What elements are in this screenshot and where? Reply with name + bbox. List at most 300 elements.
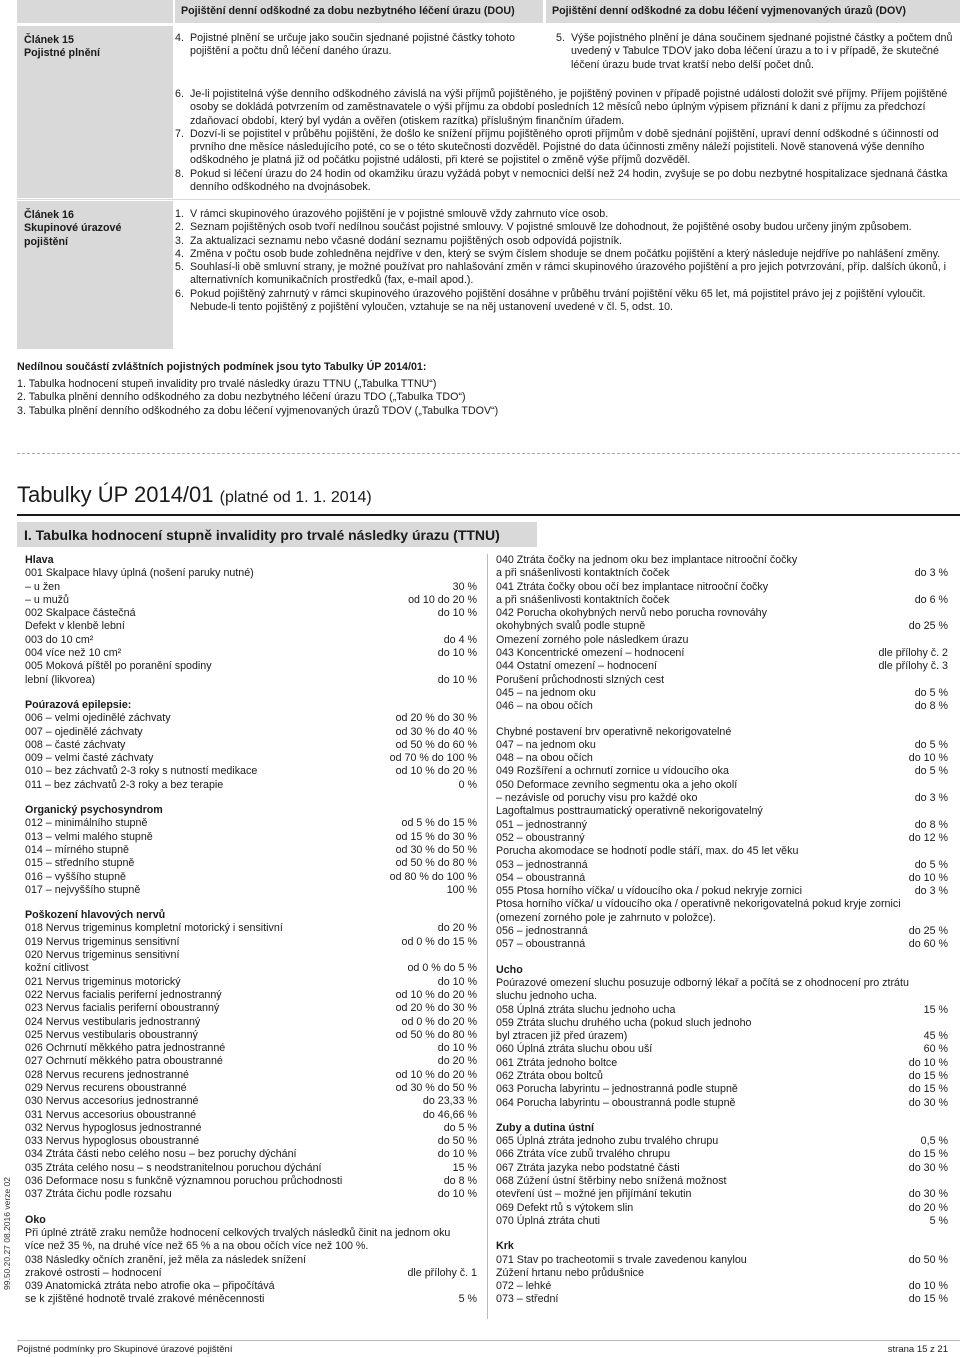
group-heading: Hlava — [25, 554, 54, 566]
row-description: – u žen — [25, 580, 61, 593]
item-text: Souhlasí-li obě smluvní strany, je možné používat pro nahlašování změn v rámci skupinového úrazového pojištění a pro jejich potvrzování, příp. dalších úkonů, i alternativních komunikačních prostředků (fax, e-mail apod.). — [190, 261, 947, 287]
row-description: 069 Defekt rtů s výtokem slin — [496, 1201, 634, 1214]
row-value: do 30 % — [908, 1161, 948, 1174]
row-value: do 10 % — [908, 1280, 948, 1293]
divider — [17, 199, 960, 200]
row-value: do 20 % — [437, 922, 477, 935]
row-description: 004 více než 10 cm² — [25, 647, 122, 660]
row-value: do 30 % — [908, 1096, 948, 1109]
row-description: 046 – na obou očích — [496, 700, 593, 713]
table-row — [496, 819, 948, 832]
item-number: 7. — [175, 127, 184, 140]
row-description: 022 Nervus facialis periferní jednostranný — [25, 988, 222, 1001]
list-item — [175, 248, 960, 261]
table-row — [25, 922, 477, 935]
article-16-items — [175, 208, 960, 314]
row-value: do 46,66 % — [422, 1108, 477, 1121]
table-row — [496, 832, 948, 845]
row-value: do 10 % — [908, 752, 948, 765]
row-description: 068 Zúžení ústní štěrbiny nebo snížená možnost — [496, 1175, 727, 1188]
row-value: do 6 % — [914, 593, 948, 606]
item-number: 5. — [175, 261, 184, 274]
row-value: do 10 % — [437, 607, 477, 620]
group-gap — [496, 952, 948, 964]
table-row — [496, 1004, 948, 1017]
table-row — [496, 925, 948, 938]
table-row — [496, 1293, 948, 1306]
row-description: 047 – na jednom oku — [496, 738, 596, 751]
row-description: 042 Porucha okohybných nervů nebo porucha rovnováhy — [496, 607, 767, 620]
row-value: do 10 % — [908, 1056, 948, 1069]
row-description: 055 Ptosa horního víčka/ u vídoucího oka / pokud nekryje zornici — [496, 885, 802, 898]
ttnu-right-column — [496, 554, 948, 1307]
row-description: 015 – středního stupně — [25, 857, 135, 870]
table-row — [25, 1016, 477, 1029]
row-description: 048 – na obou očích — [496, 752, 593, 765]
row-value: do 10 % — [437, 1042, 477, 1055]
row-value: od 10 % do 20 % — [395, 988, 477, 1001]
table-row — [496, 1057, 948, 1070]
row-value: od 0 % do 20 % — [401, 1015, 477, 1028]
tables-title-main: Tabulky ÚP 2014/01 — [17, 482, 214, 507]
table-row — [25, 1227, 477, 1254]
table-row — [25, 567, 477, 580]
annex-item: 3. Tabulka plnění denního odškodného za dobu léčení vyjmenovaných úrazů TDOV („Tabulka TDOV“) — [17, 404, 499, 417]
item-text: Výše pojistného plnění je dána součinem sjednané pojistné částky a počtem dnů uvedený v Tabulce TDOV jako doba léčení úrazu a to i v případě, že skutečné léčení úrazu bude trvat kratší nebo delší počet dnů. — [571, 32, 953, 71]
row-description: 052 – oboustranný — [496, 831, 585, 844]
group-heading: Ucho — [496, 963, 523, 976]
group-gap — [25, 687, 477, 699]
list-item — [175, 128, 960, 168]
table-row — [496, 674, 948, 687]
list-item — [175, 261, 960, 288]
table-row — [496, 607, 948, 620]
row-value — [942, 1017, 948, 1030]
item-number: 1. — [175, 208, 184, 220]
table-row — [496, 1017, 948, 1030]
table-row — [496, 977, 948, 1004]
row-description: Defekt v klenbě lební — [25, 620, 125, 633]
list-item — [175, 168, 960, 195]
item-text: Pojistné plnění se určuje jako součin sjednané pojistné částky tohoto pojištění a počtu dnů léčení daného úrazu. — [190, 32, 515, 58]
table-row — [25, 1109, 477, 1122]
row-description: 067 Ztráta jazyka nebo podstatné části — [496, 1161, 680, 1174]
table-row — [496, 687, 948, 700]
row-description: – u mužů — [25, 593, 69, 606]
row-description: 034 Ztráta části nebo celého nosu – bez poruchy dýchání — [25, 1148, 297, 1161]
row-value — [471, 1280, 477, 1293]
row-value: do 10 % — [908, 871, 948, 884]
row-value — [471, 660, 477, 673]
row-value — [942, 554, 948, 567]
row-description: Při úplné ztrátě zraku nemůže hodnocení celkových trvalých následků činit na jednom oku více než 35 %, na druhé více než 65 % a na obou očích více než 100 %. — [25, 1226, 451, 1253]
row-value: 15 % — [923, 1003, 948, 1016]
table-row — [25, 594, 477, 607]
table-row — [25, 634, 477, 647]
section-title: I. Tabulka hodnocení stupně invalidity pro trvalé následky úrazu (TTNU) — [17, 522, 537, 547]
item-text: Pokud pojištěný zahrnutý v rámci skupinového úrazového pojištění dosáhne v průběhu trvání pojištění věku 65 let, má pojistitel právo jej z pojištění vyloučit. Nebude-li tento pojištěný z pojištění vyloučen, vztahuje se na něj ustanovení uvedené v čl. 5, odst. 10. — [190, 287, 926, 314]
table-row — [496, 859, 948, 872]
row-value: od 10 % do 20 % — [395, 1068, 477, 1081]
row-description: otevření úst – možné jen přijímání tekutin — [496, 1188, 692, 1201]
table-row — [496, 581, 948, 594]
row-value: 60 % — [923, 1043, 948, 1056]
row-value: 5 % — [458, 1293, 477, 1306]
row-value — [471, 567, 477, 580]
title-rule — [17, 514, 960, 516]
table-row — [496, 739, 948, 752]
row-description: se k zjištěné hodnotě trvalé zrakové méněcennosti — [25, 1293, 265, 1306]
table-row — [496, 1097, 948, 1110]
table-row — [25, 674, 477, 687]
row-value: od 10 % do 20 % — [395, 765, 477, 778]
group-heading: Zuby a dutina ústní — [496, 1121, 594, 1134]
item-number: 6. — [175, 88, 184, 100]
row-description: 023 Nervus facialis periferní oboustranný — [25, 1002, 220, 1015]
row-value: do 10 % — [437, 647, 477, 660]
table-row — [25, 936, 477, 949]
row-description: 049 Rozšíření a ochrnutí zornice u vídoucího oka — [496, 765, 729, 778]
row-description: 027 Ochrnutí měkkého patra oboustranné — [25, 1055, 223, 1068]
row-description: 029 Nervus recurens oboustranné — [25, 1081, 187, 1094]
table-row — [496, 634, 948, 647]
item-text: Za aktualizaci seznamu nebo včasné dodání seznamu pojištěných osob odpovídá pojistník. — [190, 234, 622, 247]
table-row — [496, 1135, 948, 1148]
table-row — [25, 647, 477, 660]
row-value: do 15 % — [908, 1293, 948, 1306]
column-divider — [487, 554, 488, 1319]
row-value: 15 % — [452, 1161, 477, 1174]
row-description: 043 Koncentrické omezení – hodnocení — [496, 647, 685, 660]
row-value: 0 % — [458, 778, 477, 791]
table-row — [25, 1069, 477, 1082]
group-heading: Poúrazová epilepsie: — [25, 698, 132, 711]
group-gap — [25, 897, 477, 909]
table-row — [496, 567, 948, 580]
row-value: od 20 % do 30 % — [395, 712, 477, 725]
row-description: 040 Ztráta čočky na jednom oku bez implantace nitrooční čočky — [496, 554, 798, 566]
header-empty-cell — [17, 0, 173, 23]
footer-title: Pojistné podmínky pro Skupinové úrazové pojištění — [17, 1344, 233, 1355]
header-dov: Pojištění denní odškodné za dobu léčení vyjmenovaných úrazů (DOV) — [546, 0, 960, 23]
row-value — [942, 607, 948, 620]
ttnu-left-column — [25, 554, 477, 1307]
row-description: Omezení zorného pole následkem úrazu — [496, 633, 689, 646]
table-row — [496, 726, 948, 739]
article-16-title: Článek 16 — [24, 209, 74, 221]
tables-title-validity: (platné od 1. 1. 2014) — [219, 489, 372, 506]
row-value: do 5 % — [914, 858, 948, 871]
row-value — [942, 779, 948, 792]
row-description: 024 Nervus vestibularis jednostranný — [25, 1015, 201, 1028]
table-row — [25, 1280, 477, 1293]
article-15-items — [175, 88, 960, 194]
table-row — [25, 1095, 477, 1108]
table-row — [496, 594, 948, 607]
item-number: 6. — [175, 287, 184, 300]
item-text: V rámci skupinového úrazového pojištění je v pojistné smlouvě vždy zahrnuto více osob. — [190, 208, 609, 220]
list-item — [175, 288, 960, 315]
row-description: Porucha akomodace se hodnotí podle stáří, max. do 45 let věku — [496, 845, 799, 858]
table-row — [25, 1135, 477, 1148]
row-value: 30 % — [452, 580, 477, 593]
group-heading: Poškození hlavových nervů — [25, 909, 166, 922]
row-description: 057 – oboustranná — [496, 938, 586, 951]
row-description: 016 – vyššího stupně — [25, 870, 127, 883]
row-value: do 3 % — [914, 885, 948, 898]
table-row — [25, 1029, 477, 1042]
row-description: 058 Úplná ztráta sluchu jednoho ucha — [496, 1003, 676, 1016]
annex-title: Nedílnou součástí zvláštních pojistných podmínek jsou tyto Tabulky ÚP 2014/01: — [17, 361, 427, 373]
item-text: Pokud si léčení úrazu do 24 hodin od okamžiku úrazu vyžádá pobyt v nemocnici delší než 24 hodin, zvyšuje se po dobu nezbytné hospitalizace sjednaná částka denního odškodného na dvojnásobek. — [190, 167, 948, 194]
row-value: do 25 % — [908, 925, 948, 938]
row-value — [942, 581, 948, 594]
table-row — [25, 739, 477, 752]
row-value: do 5 % — [914, 738, 948, 751]
row-description: 062 Ztráta obou boltců — [496, 1069, 603, 1082]
table-row — [25, 726, 477, 739]
table-row — [496, 872, 948, 885]
row-description: 065 Úplná ztráta jednoho zubu trvalého chrupu — [496, 1135, 719, 1148]
table-row — [496, 792, 948, 805]
article-16-label — [17, 201, 173, 349]
row-description: – nezávisle od poruchy visu pro každé oko — [496, 792, 698, 805]
row-description: 059 Ztráta sluchu druhého ucha (pokud sluch jednoho — [496, 1016, 752, 1029]
row-value: 100 % — [446, 883, 477, 896]
row-value — [942, 898, 948, 925]
row-value: do 30 % — [908, 1188, 948, 1201]
footer-rule — [17, 1340, 960, 1341]
row-value: od 15 % do 30 % — [395, 830, 477, 843]
page-cut-line — [17, 453, 960, 454]
tables-title — [17, 482, 372, 511]
table-row — [496, 1030, 948, 1043]
row-description: 032 Nervus hypoglosus jednostranné — [25, 1121, 202, 1134]
table-row — [25, 1122, 477, 1135]
row-description: 066 Ztráta více zubů trvalého chrupu — [496, 1148, 671, 1161]
row-description: 010 – bez záchvatů 2-3 roky s nutností medikace — [25, 765, 258, 778]
group-heading: Organický psychosyndrom — [25, 804, 163, 817]
group-gap — [25, 792, 477, 804]
table-row — [496, 1083, 948, 1096]
table-row — [496, 845, 948, 858]
table-row — [496, 1162, 948, 1175]
table-row — [25, 831, 477, 844]
annex-item: 1. Tabulka hodnocení stupeň invalidity pro trvalé následky úrazu TTNU („Tabulka TTNU“) — [17, 378, 437, 390]
row-description: 017 – nejvyššího stupně — [25, 883, 141, 896]
row-description: 019 Nervus trigeminus sensitivní — [25, 935, 180, 948]
row-description: Poúrazové omezení sluchu posuzuje odborný lékař a počítá se z ohodnocení pro ztrátu sluchu jednoho ucha. — [496, 976, 909, 1003]
table-row — [496, 554, 948, 567]
table-row — [496, 898, 948, 925]
row-value — [942, 674, 948, 687]
item-number: 3. — [175, 234, 184, 247]
row-value: do 20 % — [908, 1201, 948, 1214]
row-value: do 15 % — [908, 1148, 948, 1161]
row-description: 050 Deformace zevního segmentu oka a jeho okolí — [496, 778, 738, 791]
row-description: 039 Anatomická ztráta nebo atrofie oka – připočítává — [25, 1280, 275, 1293]
table-row — [496, 1188, 948, 1201]
table-row — [25, 1042, 477, 1055]
item-text: Seznam pojištěných osob tvoří nedílnou součást pojistné smlouvy. V pojistné smlouvě lze dohodnout, že pojištěné osoby budou určeny jiným způsobem. — [190, 221, 912, 234]
table-row — [25, 844, 477, 857]
row-description: Ptosa horního víčka/ u vídoucího oka / operativně nekorigovatelná pokud kryje zornici (omezení zorného pole je zahrnuto v položce). — [496, 898, 901, 924]
row-value: do 10 % — [437, 1188, 477, 1201]
item-text: Dozví-li se pojistitel v průběhu pojištění, že došlo ke snížení příjmu pojištěného oproti příjmům v době sjednání pojištění, upraví denní odškodné s účinností od prvního dne měsíce následujícího poté, co se o této skutečnosti dozvěděl. Pojistné do data účinnosti změny náleží pojistiteli. Nově stanovená výše denního odškodného je platná již od počátku pojistné události, při které se pojistitel o změně výše příjmů dozvěděl. — [190, 127, 939, 167]
table-row — [496, 1148, 948, 1161]
row-description: Chybné postavení brv operativně nekorigovatelné — [496, 725, 732, 738]
table-row — [25, 817, 477, 830]
table-row — [496, 779, 948, 792]
row-value — [942, 634, 948, 647]
table-row — [496, 660, 948, 673]
row-description: zrakové ostrosti – hodnocení — [25, 1266, 162, 1279]
row-value: do 10 % — [437, 975, 477, 988]
table-row — [496, 1267, 948, 1280]
row-description: 044 Ostatní omezení – hodnocení — [496, 660, 658, 673]
row-description: Zúžení hrtanu nebo průdušnice — [496, 1266, 644, 1279]
table-row — [496, 765, 948, 778]
row-description: a při snášenlivosti kontaktních čoček — [496, 593, 670, 606]
row-value: od 80 % do 100 % — [389, 870, 477, 883]
row-description: 006 – velmi ojedinělé záchvaty — [25, 712, 171, 725]
annex-list — [17, 378, 917, 418]
item-number: 8. — [175, 167, 184, 180]
row-value: od 30 % do 50 % — [395, 843, 477, 856]
row-description: 012 – minimálního stupně — [25, 817, 148, 830]
row-description: 073 – střední — [496, 1293, 559, 1306]
document-code — [1, 1160, 15, 1290]
row-description: a při snášenlivosti kontaktních čoček — [496, 567, 670, 580]
row-value: dle přílohy č. 1 — [407, 1266, 477, 1279]
row-value: od 30 % do 50 % — [395, 1081, 477, 1094]
table-row — [25, 1002, 477, 1015]
row-value: do 10 % — [437, 673, 477, 686]
row-value: do 4 % — [443, 633, 477, 646]
item-number: 2. — [175, 221, 184, 234]
page-number: strana 15 z 21 — [887, 1344, 948, 1355]
row-value: dle přílohy č. 3 — [878, 660, 948, 673]
row-description: 063 Porucha labyrintu – jednostranná podle stupně — [496, 1083, 738, 1096]
row-value: do 8 % — [443, 1175, 477, 1188]
row-value — [471, 620, 477, 633]
table-row — [496, 1254, 948, 1267]
article-16-subtitle: Skupinové úrazové pojištění — [24, 222, 122, 248]
row-value: od 0 % do 15 % — [401, 935, 477, 948]
row-description: Lagoftalmus posttraumatický operativně nekorigovatelný — [496, 805, 763, 818]
group-gap — [25, 1202, 477, 1214]
row-description: 005 Moková píštěl po poranění spodiny — [25, 660, 212, 673]
row-value: 5 % — [929, 1214, 948, 1227]
item-number: 4. — [175, 247, 184, 260]
table-row — [496, 1043, 948, 1056]
row-value: do 10 % — [437, 1148, 477, 1161]
article-15-item-4 — [175, 32, 543, 59]
table-row — [25, 884, 477, 897]
table-row — [25, 1293, 477, 1306]
row-value: do 5 % — [443, 1121, 477, 1134]
document-code-text: 99.50.20.27 08.2016 verze 02 — [2, 1177, 12, 1290]
table-row — [25, 765, 477, 778]
row-description: 030 Nervus accesorius jednostranné — [25, 1095, 199, 1108]
row-value: od 70 % do 100 % — [389, 752, 477, 765]
table-row — [496, 752, 948, 765]
table-row — [25, 976, 477, 989]
row-description: kožní citlivost — [25, 962, 89, 975]
table-row — [496, 1202, 948, 1215]
row-value: do 5 % — [914, 765, 948, 778]
row-value: do 25 % — [908, 620, 948, 633]
row-value: od 50 % do 60 % — [395, 738, 477, 751]
row-description: 033 Nervus hypoglosus oboustranné — [25, 1135, 200, 1148]
group-heading: Oko — [25, 1213, 46, 1226]
row-value: do 3 % — [914, 567, 948, 580]
table-row — [496, 805, 948, 818]
row-description: Porušení průchodnosti slzných cest — [496, 673, 665, 686]
row-value: do 3 % — [914, 792, 948, 805]
row-value: od 10 do 20 % — [408, 593, 477, 606]
table-row — [25, 1175, 477, 1188]
row-value — [942, 845, 948, 858]
table-row — [496, 938, 948, 951]
table-row — [496, 647, 948, 660]
table-row — [496, 1175, 948, 1188]
table-row — [496, 1070, 948, 1083]
table-row — [496, 1215, 948, 1228]
row-value: dle přílohy č. 2 — [878, 647, 948, 660]
row-description: 021 Nervus trigeminus motorický — [25, 975, 181, 988]
row-description: 051 – jednostranný — [496, 818, 587, 831]
row-description: 002 Skalpace částečná — [25, 607, 136, 620]
row-description: 038 Následky očních zranění, jež měla za následek snížení — [25, 1253, 307, 1266]
table-row — [25, 607, 477, 620]
group-heading: Krk — [496, 1240, 514, 1253]
group-gap — [496, 1110, 948, 1122]
row-value: do 50 % — [437, 1135, 477, 1148]
row-description: 061 Ztráta jednoho boltce — [496, 1056, 618, 1069]
row-description: 036 Deformace nosu s funkčně významnou poruchou průchodnosti — [25, 1175, 343, 1188]
table-row — [496, 885, 948, 898]
row-description: 037 Ztráta čichu podle rozsahu — [25, 1188, 172, 1201]
annex-item: 2. Tabulka plnění denního odškodného za dobu nezbytného léčení úrazu TDO („Tabulka TDO“) — [17, 391, 466, 404]
row-value: od 5 % do 15 % — [401, 817, 477, 830]
list-item — [175, 221, 960, 234]
row-description: 025 Nervus vestibularis oboustranný — [25, 1028, 198, 1041]
article-15-item-5 — [546, 32, 960, 72]
article-15-title: Článek 15 — [24, 34, 74, 46]
row-value: od 50 % do 80 % — [395, 857, 477, 870]
table-row — [25, 712, 477, 725]
row-value: do 15 % — [908, 1069, 948, 1082]
row-value: od 20 % do 30 % — [395, 1002, 477, 1015]
row-value — [942, 1267, 948, 1280]
item-text: Změna v počtu osob bude zohledněna nejdříve v den, který se svým číslem shoduje se dnem počátku pojištění a který následuje nejdříve po nahlášení změny. — [190, 247, 941, 260]
row-description: 028 Nervus recurens jednostranné — [25, 1068, 189, 1081]
row-description: 026 Ochrnutí měkkého patra jednostranné — [25, 1042, 226, 1055]
table-row — [25, 779, 477, 792]
table-row — [25, 581, 477, 594]
row-value: do 5 % — [914, 686, 948, 699]
row-value: do 20 % — [437, 1055, 477, 1068]
row-value: do 50 % — [908, 1253, 948, 1266]
row-description: 056 – jednostranná — [496, 925, 588, 938]
row-value — [471, 1254, 477, 1267]
row-description: 035 Ztráta celého nosu – s neodstranitelnou poruchou dýchání — [25, 1161, 322, 1174]
list-item — [175, 208, 960, 221]
row-value — [942, 805, 948, 818]
list-item — [175, 88, 960, 128]
row-value: 0,5 % — [920, 1135, 948, 1148]
